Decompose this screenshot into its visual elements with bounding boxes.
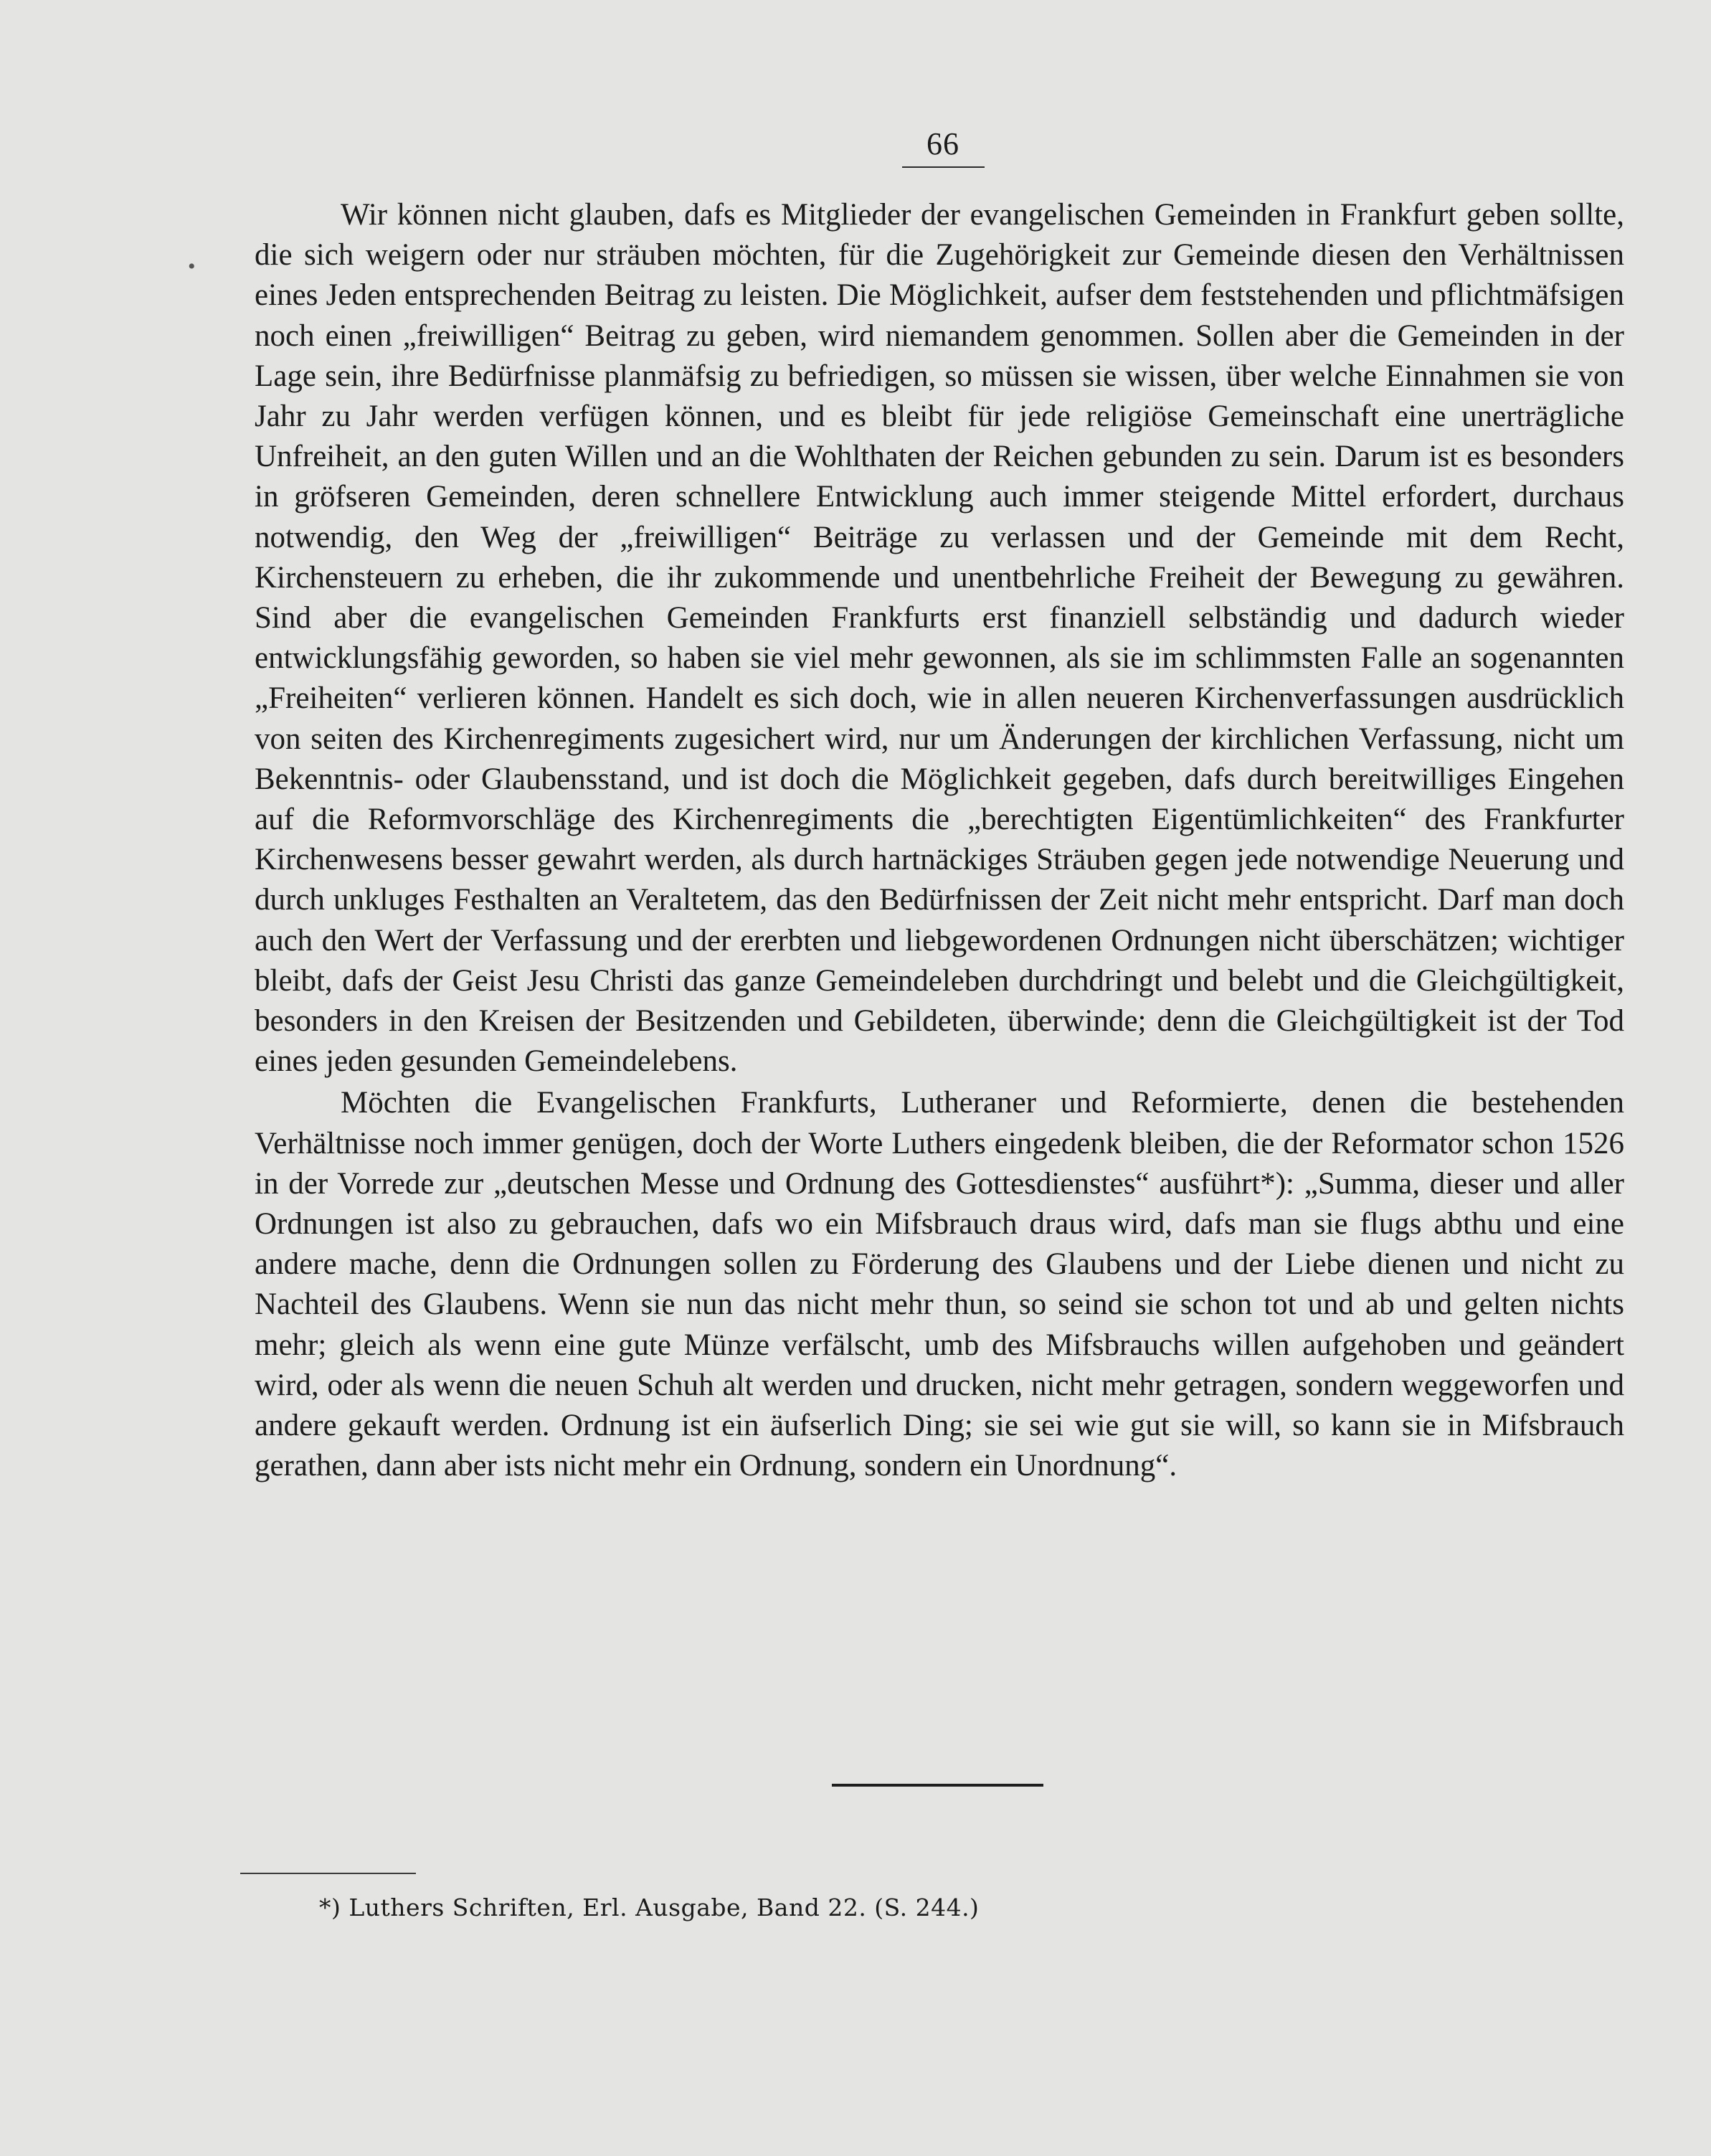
stray-mark: • <box>188 255 196 278</box>
page-number: 66 <box>926 126 959 161</box>
paragraph-2: Möchten die Evangelischen Frankfurts, Lutheraner und Reformierte, denen die bestehenden Verhältnisse noch immer genügen, doch der Worte Luthers eingedenk bleiben, die der Reformator schon 1526 in der Vorrede zur „deutschen Messe und Ordnung des Gottesdienstes“ ausführt*): „Summa, dieser und aller Ordnungen ist also zu gebrauchen, dafs wo ein Mifsbrauch draus wird, dafs man sie flugs abthu und eine andere mache, denn die Ordnungen sollen zu Förderung des Glaubens und der Liebe dienen und nicht zu Nachteil des Glaubens. Wenn sie nun das nicht mehr thun, so seind sie schon tot und ab und gelten nichts mehr; gleich als wenn eine gute Münze verfälscht, umb des Mifsbrauchs willen aufgehoben und geändert wird, oder als wenn die neuen Schuh alt werden und drucken, nicht mehr getragen, sondern weggeworfen und andere gekauft werden. Ordnung ist ein äufserlich Ding; sie sei wie gut sie will, so kann sie in Mifsbrauch gerathen, dann aber ists nicht mehr ein Ordnung, sondern ein Unordnung“. <box>255 1086 1624 1483</box>
footnote-rule <box>240 1873 416 1874</box>
section-end-rule <box>832 1784 1043 1787</box>
body-text <box>255 195 1624 1487</box>
page-number-rule <box>902 166 985 168</box>
paragraph-1: Wir können nicht glauben, dafs es Mitglieder der evangelischen Gemeinden in Frankfurt geben sollte, die sich weigern oder nur sträuben möchten, für die Zugehörigkeit zur Gemeinde diesen den Verhältnissen eines Jeden entsprechenden Beitrag zu leisten. Die Möglichkeit, aufser dem feststehenden und pflichtmäfsigen noch einen „freiwilligen“ Beitrag zu geben, wird niemandem genommen. Sollen aber die Gemeinden in der Lage sein, ihre Bedürfnisse planmäfsig zu befriedigen, so müssen sie wissen, über welche Einnahmen sie von Jahr zu Jahr werden verfügen können, und es bleibt für jede religiöse Gemeinschaft eine unerträgliche Unfreiheit, an den guten Willen und an die Wohlthaten der Reichen gebunden zu sein. Darum ist es besonders in gröfseren Gemeinden, deren schnellere Entwicklung auch immer steigende Mittel erfordert, durchaus notwendig, den Weg der „freiwilligen“ Beiträge zu verlassen und der Gemeinde mit dem Recht, Kirchensteuern zu erheben, die ihr zukommende und unentbehrliche Freiheit der Bewegung zu gewähren. Sind aber die evangelischen Gemeinden Frankfurts erst finanziell selbständig und dadurch wieder entwicklungsfähig geworden, so haben sie viel mehr gewonnen, als sie im schlimmsten Falle an sogenannten „Freiheiten“ verlieren können. Handelt es sich doch, wie in allen neueren Kirchenverfassungen ausdrücklich von seiten des Kirchenregiments zugesichert wird, nur um Änderungen der kirchlichen Verfassung, nicht um Bekenntnis- oder Glaubensstand, und ist doch die Möglichkeit gegeben, dafs durch bereitwilliges Eingehen auf die Reformvorschläge des Kirchenregiments die „berechtigten Eigentümlichkeiten“ des Frankfurter Kirchenwesens besser gewahrt werden, als durch hartnäckiges Sträuben gegen jede notwendige Neuerung und durch unkluges Festhalten an Veraltetem, das den Bedürfnissen der Zeit nicht mehr entspricht. Darf man doch auch den Wert der Verfassung und der ererbten und liebgewordenen Ordnungen nicht überschätzen; wichtiger bleibt, dafs der Geist Jesu Christi das ganze Gemeindeleben durchdringt und belebt und die Gleichgültigkeit, besonders in den Kreisen der Besitzenden und Gebildeten, überwinde; denn die Gleichgültigkeit ist der Tod eines jeden gesunden Gemeindelebens. <box>255 198 1624 1079</box>
footnote: *) Luthers Schriften, Erl. Ausgabe, Band 22. (S. 244.) <box>319 1893 980 1921</box>
